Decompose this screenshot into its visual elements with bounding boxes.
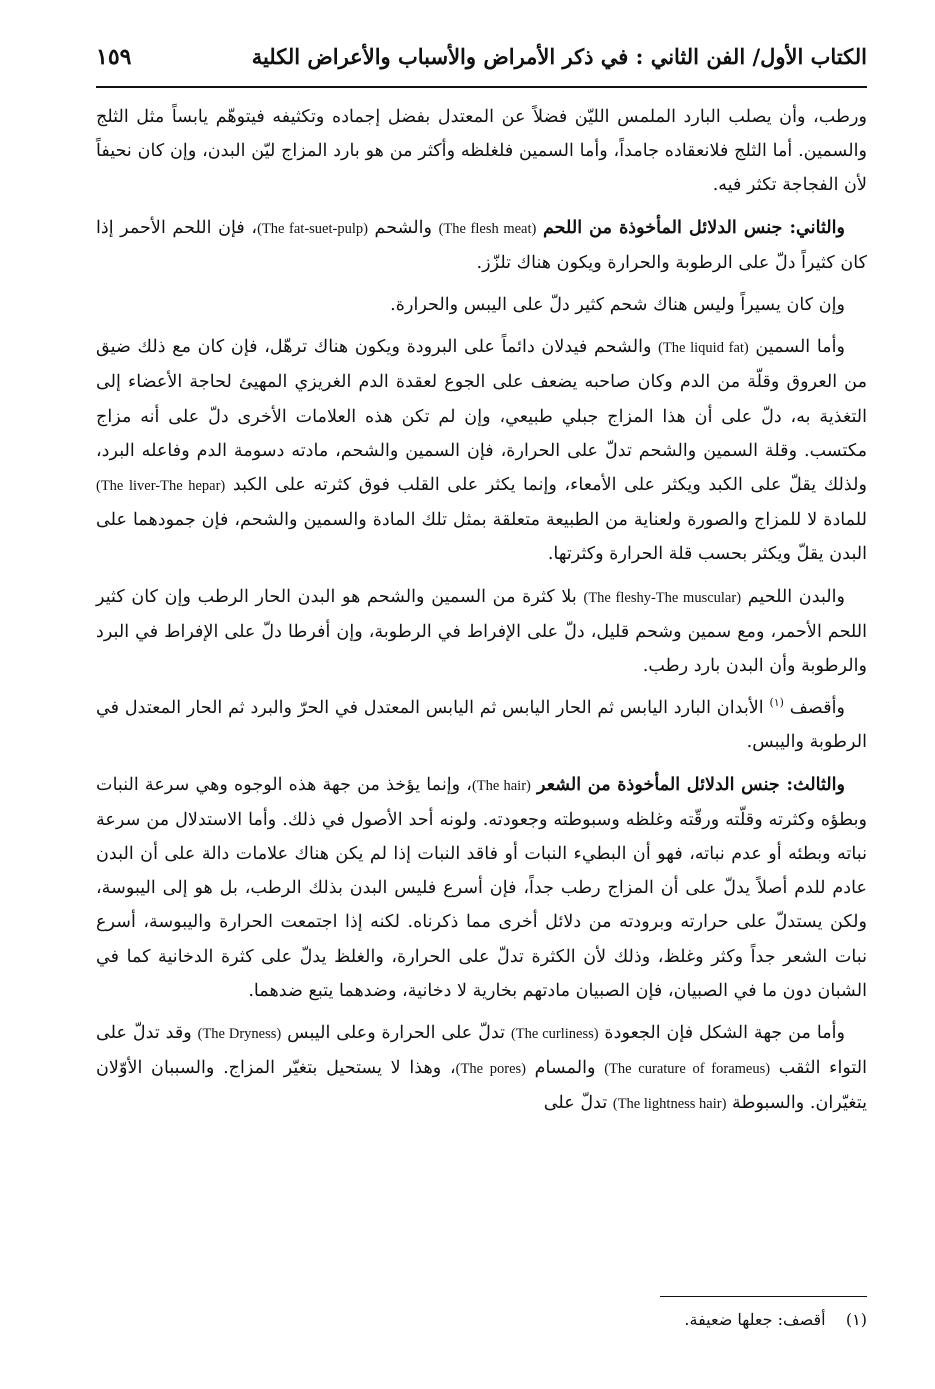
footnote-number: (١) <box>845 1310 867 1329</box>
english-term: (The lightness hair) <box>612 1096 727 1113</box>
english-term: (The Dryness) <box>197 1026 282 1043</box>
footnote-divider <box>660 1296 867 1297</box>
footnote-text: أقصف: جعلها ضعيفة. <box>684 1310 826 1329</box>
paragraph <box>96 330 867 571</box>
english-term: (The fat-suet-pulp) <box>257 220 368 237</box>
footnote <box>684 1310 867 1329</box>
header-title: الكتاب الأول/ الفن الثاني : في ذكر الأمراض والأسباب والأعراض الكلية <box>251 44 867 69</box>
text-run: تدلّ على <box>543 1093 613 1114</box>
paragraph <box>96 580 867 684</box>
paragraph <box>96 211 867 280</box>
text-run: ورطب، وأن يصلب البارد الملمس الليّن فضلاً عن المعتدل بفضل إجماده وتكثيفه فيتوهّم يابساً مثل الثلج والسمين. أما الثلج فلانعقاده جامداً، وأما السمين فلغلظه وأكثر من هو بارد المزاج ليّن البدن، وإن كان نحيفاً لأن الفجاجة تكثر فيه. <box>96 107 867 196</box>
text-run: والبدن اللحيم <box>741 586 846 607</box>
footnote-ref: (١) <box>769 696 784 710</box>
english-term: (The fleshy-The muscular) <box>583 589 742 606</box>
english-term: (The pores) <box>455 1061 526 1078</box>
english-term: (The curliness) <box>510 1026 599 1043</box>
text-run: والشحم فيدلان دائماً على البرودة ويكون هناك ترهّل، فإن كان مع ذلك ضيق من العروق وقلّة من الدم وكان صاحبه يضعف على الجوع لعقدة الدم الغريزي المهيئ لحاجة الأعضاء إلى التغذية به، دلّ على أن هذا المزاج جبلي طبيعي، وإن لم تكن هذه العلامات الأخرى دلّ على أنه مزاج مكتسب. وقلة السمين والشحم تدلّ على الحرارة، فإن السمين والشحم، مادته دسومة الدم وفاعله البرد، ولذلك يقلّ على الكبد ويكثر على الأمعاء، وإنما يكثر على القلب فوق كثرته على الكبد <box>96 337 867 496</box>
english-term: (The hair) <box>471 777 531 794</box>
page-number: ١٥٩ <box>96 44 132 70</box>
text-run: وأما السمين <box>748 337 845 358</box>
text-run: بلا كثرة من السمين والشحم هو البدن الحار الرطب وإن كان كثير اللحم الأحمر، ومع سمين وشحم قليل، دلّ على الإفراط في الرطوبة، وإن أفرطا دلّ على الإفراط في البرد والرطوبة وأن البدن بارد رطب. <box>96 586 867 677</box>
text-run: الأبدان البارد اليابس ثم الحار اليابس ثم اليابس المعتدل في الحرّ والبرد ثم الحار المعتدل في الرطوبة واليبس. <box>96 698 867 753</box>
running-header <box>96 36 867 88</box>
main-text <box>96 100 867 1130</box>
text-run: ، وإنما يؤخذ من جهة هذه الوجوه وهي سرعة النبات وبطؤه وكثرته وقلّته ورقّته وغلظه وسبوطته وجعودته. ولونه أحد الأصول في ذلك. وأما الاستدلال من سرعة نباته وبطئه أو عدم نباته، فهو أن البطيء النبات أو فاقد النبات إذا لم يكن هناك علامات دالة على أن البدن عادم للدم أصلاً يدلّ على أن المزاج رطب جداً، فإن أسرع فليس البدن بذلك الرطب، بل هو إلى اليبوسة، ولكن يستدلّ على حرارته وبرودته من دلائل أخرى مما ذكرناه. لكنه إذا اجتمعت الحرارة واليبوسة، أسرع نبات الشعر جداً وكثر وغلظ، وذلك لأن الكثرة تدلّ على الحرارة، والغلظ يدلّ على كثرة الدخانية كما في الشبان دون ما في الصبيان، فإن الصبيان مادتهم بخارية لا دخانية، وضدهما يتبع ضدهما. <box>96 774 867 1001</box>
english-term: (The liquid fat) <box>658 340 749 357</box>
paragraph <box>96 100 867 203</box>
english-term: (The flesh meat) <box>438 220 537 237</box>
paragraph <box>96 1016 867 1122</box>
text-run: للمادة لا للمزاج والصورة ولعناية من الطبيعة متعلقة بمثل تلك المادة والسمين والشحم، فإن جمودهما على البدن يقلّ ويكثر بحسب قلة الحرارة وكثرتها. <box>96 510 867 565</box>
text-run: وقد تدلّ على التواء الثقب <box>96 1023 867 1079</box>
section-heading: والثاني: جنس الدلائل المأخوذة من اللحم <box>542 216 845 238</box>
english-term: (The liver-The hepar) <box>96 478 226 495</box>
text-run <box>536 218 543 238</box>
paragraph <box>96 691 867 759</box>
text-run: وأما من جهة الشكل فإن الجعودة <box>598 1023 846 1044</box>
section-heading: والثالث: جنس الدلائل المأخوذة من الشعر <box>537 773 846 795</box>
paragraph <box>96 768 867 1008</box>
text-run: تدلّ على الحرارة وعلى اليبس <box>281 1023 511 1044</box>
text-run: ، فإن اللحم الأحمر إذا كان كثيراً دلّ على الرطوبة والحرارة ويكون هناك تلزّز. <box>96 217 867 273</box>
text-run: ، وهذا لا يستحيل بتغيّر المزاج. والسببان الأوّلان يتغيّران. والسبوطة <box>96 1058 867 1114</box>
text-run: وأقصف <box>783 698 845 719</box>
english-term: (The curature of forameus) <box>604 1061 771 1078</box>
text-run: والمسام <box>525 1058 605 1079</box>
text-run: والشحم <box>367 217 439 238</box>
text-run: وإن كان يسيراً وليس هناك شحم كثير دلّ على اليبس والحرارة. <box>390 295 845 316</box>
paragraph <box>96 288 867 322</box>
